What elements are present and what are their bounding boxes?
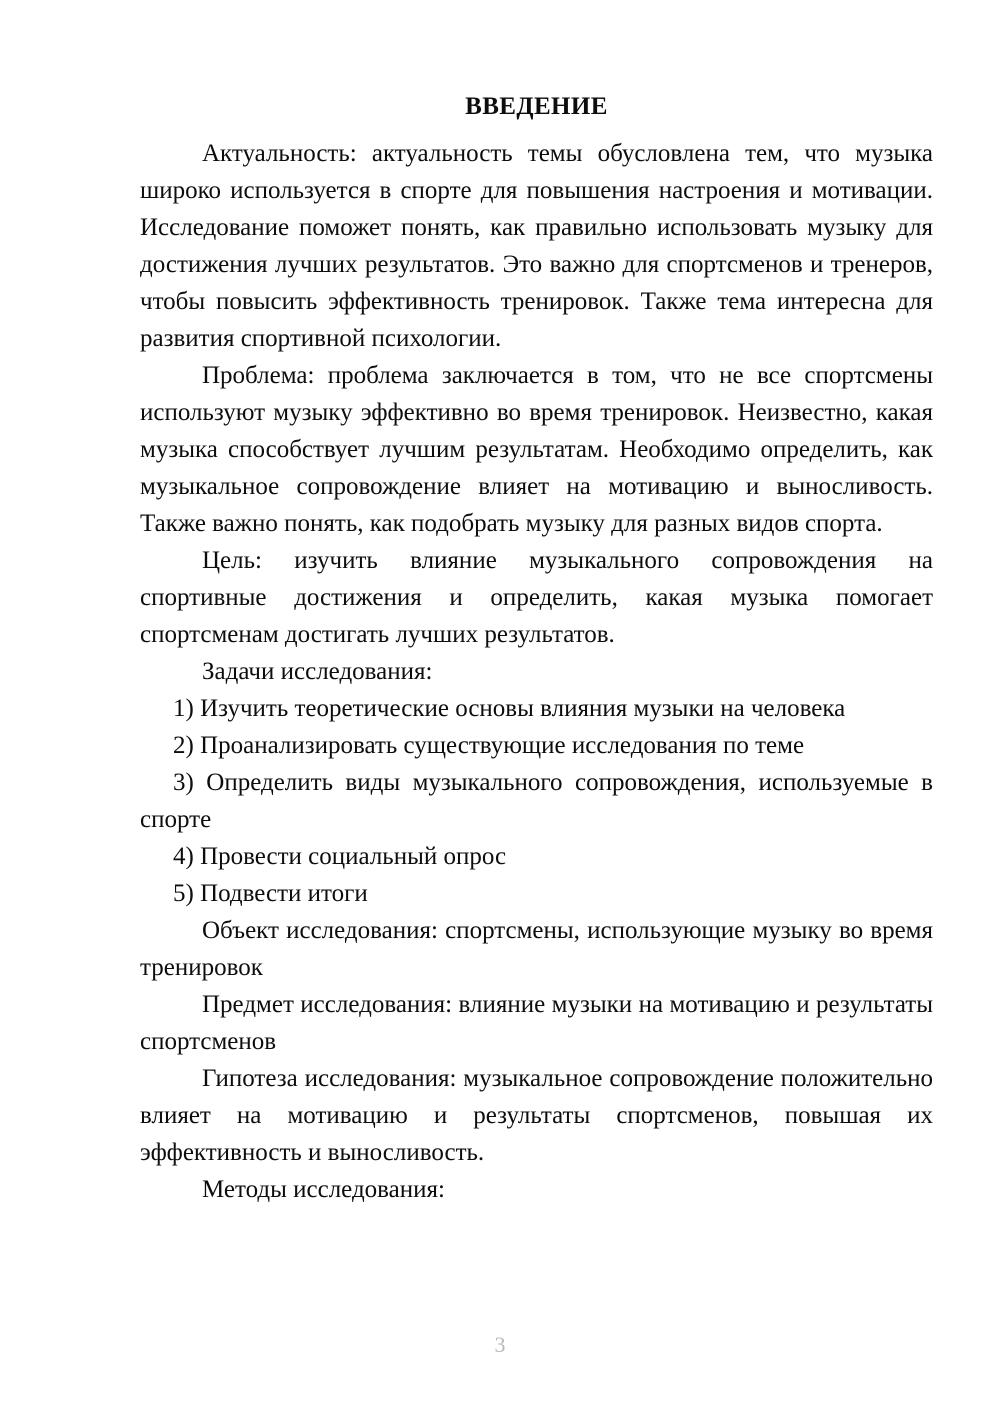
tasks-list: [140, 690, 933, 912]
paragraph-problem: Проблема: проблема заключается в том, что не все спортсмены используют музыку эффективно во время тренировок. Неизвестно, какая музыка способствует лучшим результатам. Необходимо определить, как музыкальное сопровождение влияет на мотивацию и выносливость. Также важно понять, как подобрать музыку для разных видов спорта.: [140, 362, 933, 537]
page-number: 3: [494, 1332, 506, 1357]
task-item-2: 2) Проанализировать существующие исследования по теме: [173, 732, 805, 759]
paragraph-relevance: Актуальность: актуальность темы обусловлена тем, что музыка широко используется в спорте для повышения настроения и мотивации. Исследование поможет понять, как правильно использовать музыку для достижения лучших результатов. Это важно для спортсменов и тренеров, чтобы повысить эффективность тренировок. Также тема интересна для развития спортивной психологии.: [140, 140, 933, 352]
paragraph-hypothesis: Гипотеза исследования: музыкальное сопровождение положительно влияет на мотивацию и результаты спортсменов, повышая их эффективность и выносливость.: [140, 1065, 933, 1166]
document-body: [140, 88, 933, 1208]
task-item-1: 1) Изучить теоретические основы влияния музыки на человека: [173, 695, 846, 722]
paragraph-goal: Цель: изучить влияние музыкального сопровождения на спортивные достижения и определить, какая музыка помогает спортсменам достигать лучших результатов.: [140, 547, 933, 648]
paragraph-methods: Методы исследования:: [202, 1176, 445, 1203]
paragraph-subject: Предмет исследования: влияние музыки на мотивацию и результаты спортсменов: [140, 991, 933, 1055]
task-item-4: 4) Провести социальный опрос: [173, 843, 507, 870]
task-item-5: 5) Подвести итоги: [173, 880, 368, 907]
page-title: ВВЕДЕНИЕ: [465, 93, 608, 120]
task-item-3: 3) Определить виды музыкального сопровождения, используемые в спорте: [140, 769, 933, 833]
paragraph-object: Объект исследования: спортсмены, использующие музыку во время тренировок: [140, 917, 933, 981]
tasks-heading: Задачи исследования:: [202, 658, 433, 685]
